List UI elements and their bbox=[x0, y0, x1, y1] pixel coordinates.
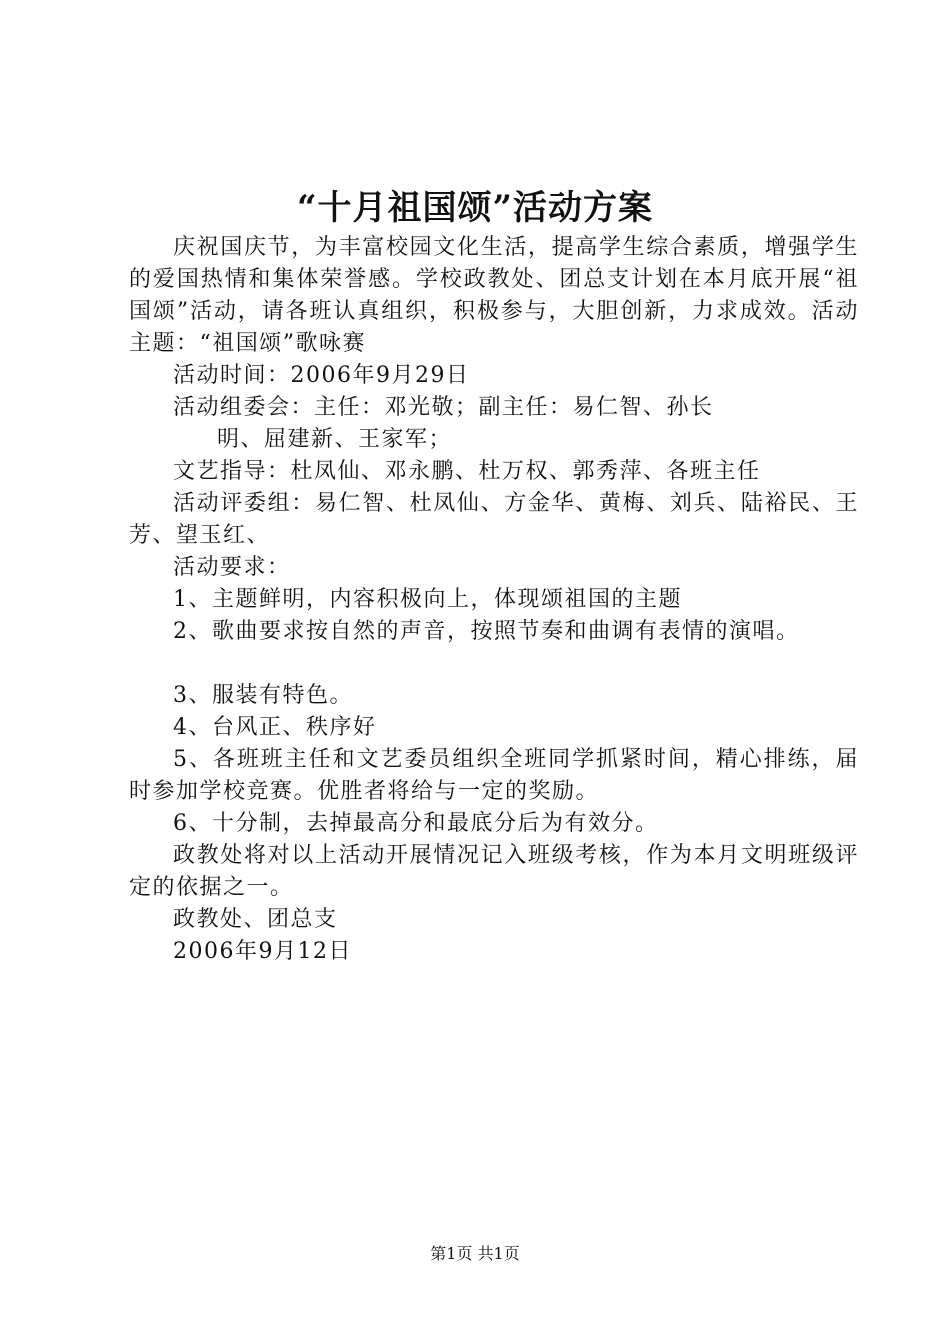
committee-line-2: 明、屈建新、王家军； bbox=[217, 427, 453, 452]
signature: 政教处、团总支 bbox=[173, 907, 338, 932]
judges-paragraph: 活动评委组：易仁智、杜凤仙、方金华、黄梅、刘兵、陆裕民、王芳、望玉红、 bbox=[129, 491, 859, 548]
requirement-3: 3、服装有特色。 bbox=[173, 683, 353, 708]
document-body bbox=[129, 232, 859, 968]
committee-line-1: 活动组委会：主任：邓光敬；副主任：易仁智、孙长 bbox=[173, 395, 714, 420]
requirement-5: 5、各班班主任和文艺委员组织全班同学抓紧时间，精心排练，届时参加学校竞赛。优胜者将给与一定的奖励。 bbox=[129, 747, 859, 804]
requirement-6: 6、十分制，去掉最高分和最底分后为有效分。 bbox=[173, 811, 659, 836]
document-date: 2006年9月12日 bbox=[173, 939, 352, 964]
requirement-4: 4、台风正、秩序好 bbox=[173, 715, 377, 740]
committee-block bbox=[129, 392, 859, 456]
activity-time: 活动时间：2006年9月29日 bbox=[173, 363, 470, 388]
requirements-heading: 活动要求： bbox=[173, 555, 291, 580]
art-guidance: 文艺指导：杜凤仙、邓永鹏、杜万权、郭秀萍、各班主任 bbox=[173, 459, 761, 484]
page-footer: 第1页 共1页 bbox=[430, 1244, 520, 1263]
intro-paragraph: 庆祝国庆节，为丰富校园文化生活，提高学生综合素质，增强学生的爱国热情和集体荣誉感。学校政教处、团总支计划在本月底开展“祖国颂”活动，请各班认真组织，积极参与，大胆创新，力求成效。活动主题：“祖国颂”歌咏赛 bbox=[129, 235, 859, 356]
requirement-1: 1、主题鲜明，内容积极向上，体现颂祖国的主题 bbox=[173, 587, 682, 612]
closing-paragraph: 政教处将对以上活动开展情况记入班级考核，作为本月文明班级评定的依据之一。 bbox=[129, 843, 859, 900]
requirement-2: 2、歌曲要求按自然的声音，按照节奏和曲调有表情的演唱。 bbox=[173, 619, 800, 644]
document-title: “十月祖国颂”活动方案 bbox=[296, 188, 654, 228]
blank-line bbox=[129, 648, 859, 680]
